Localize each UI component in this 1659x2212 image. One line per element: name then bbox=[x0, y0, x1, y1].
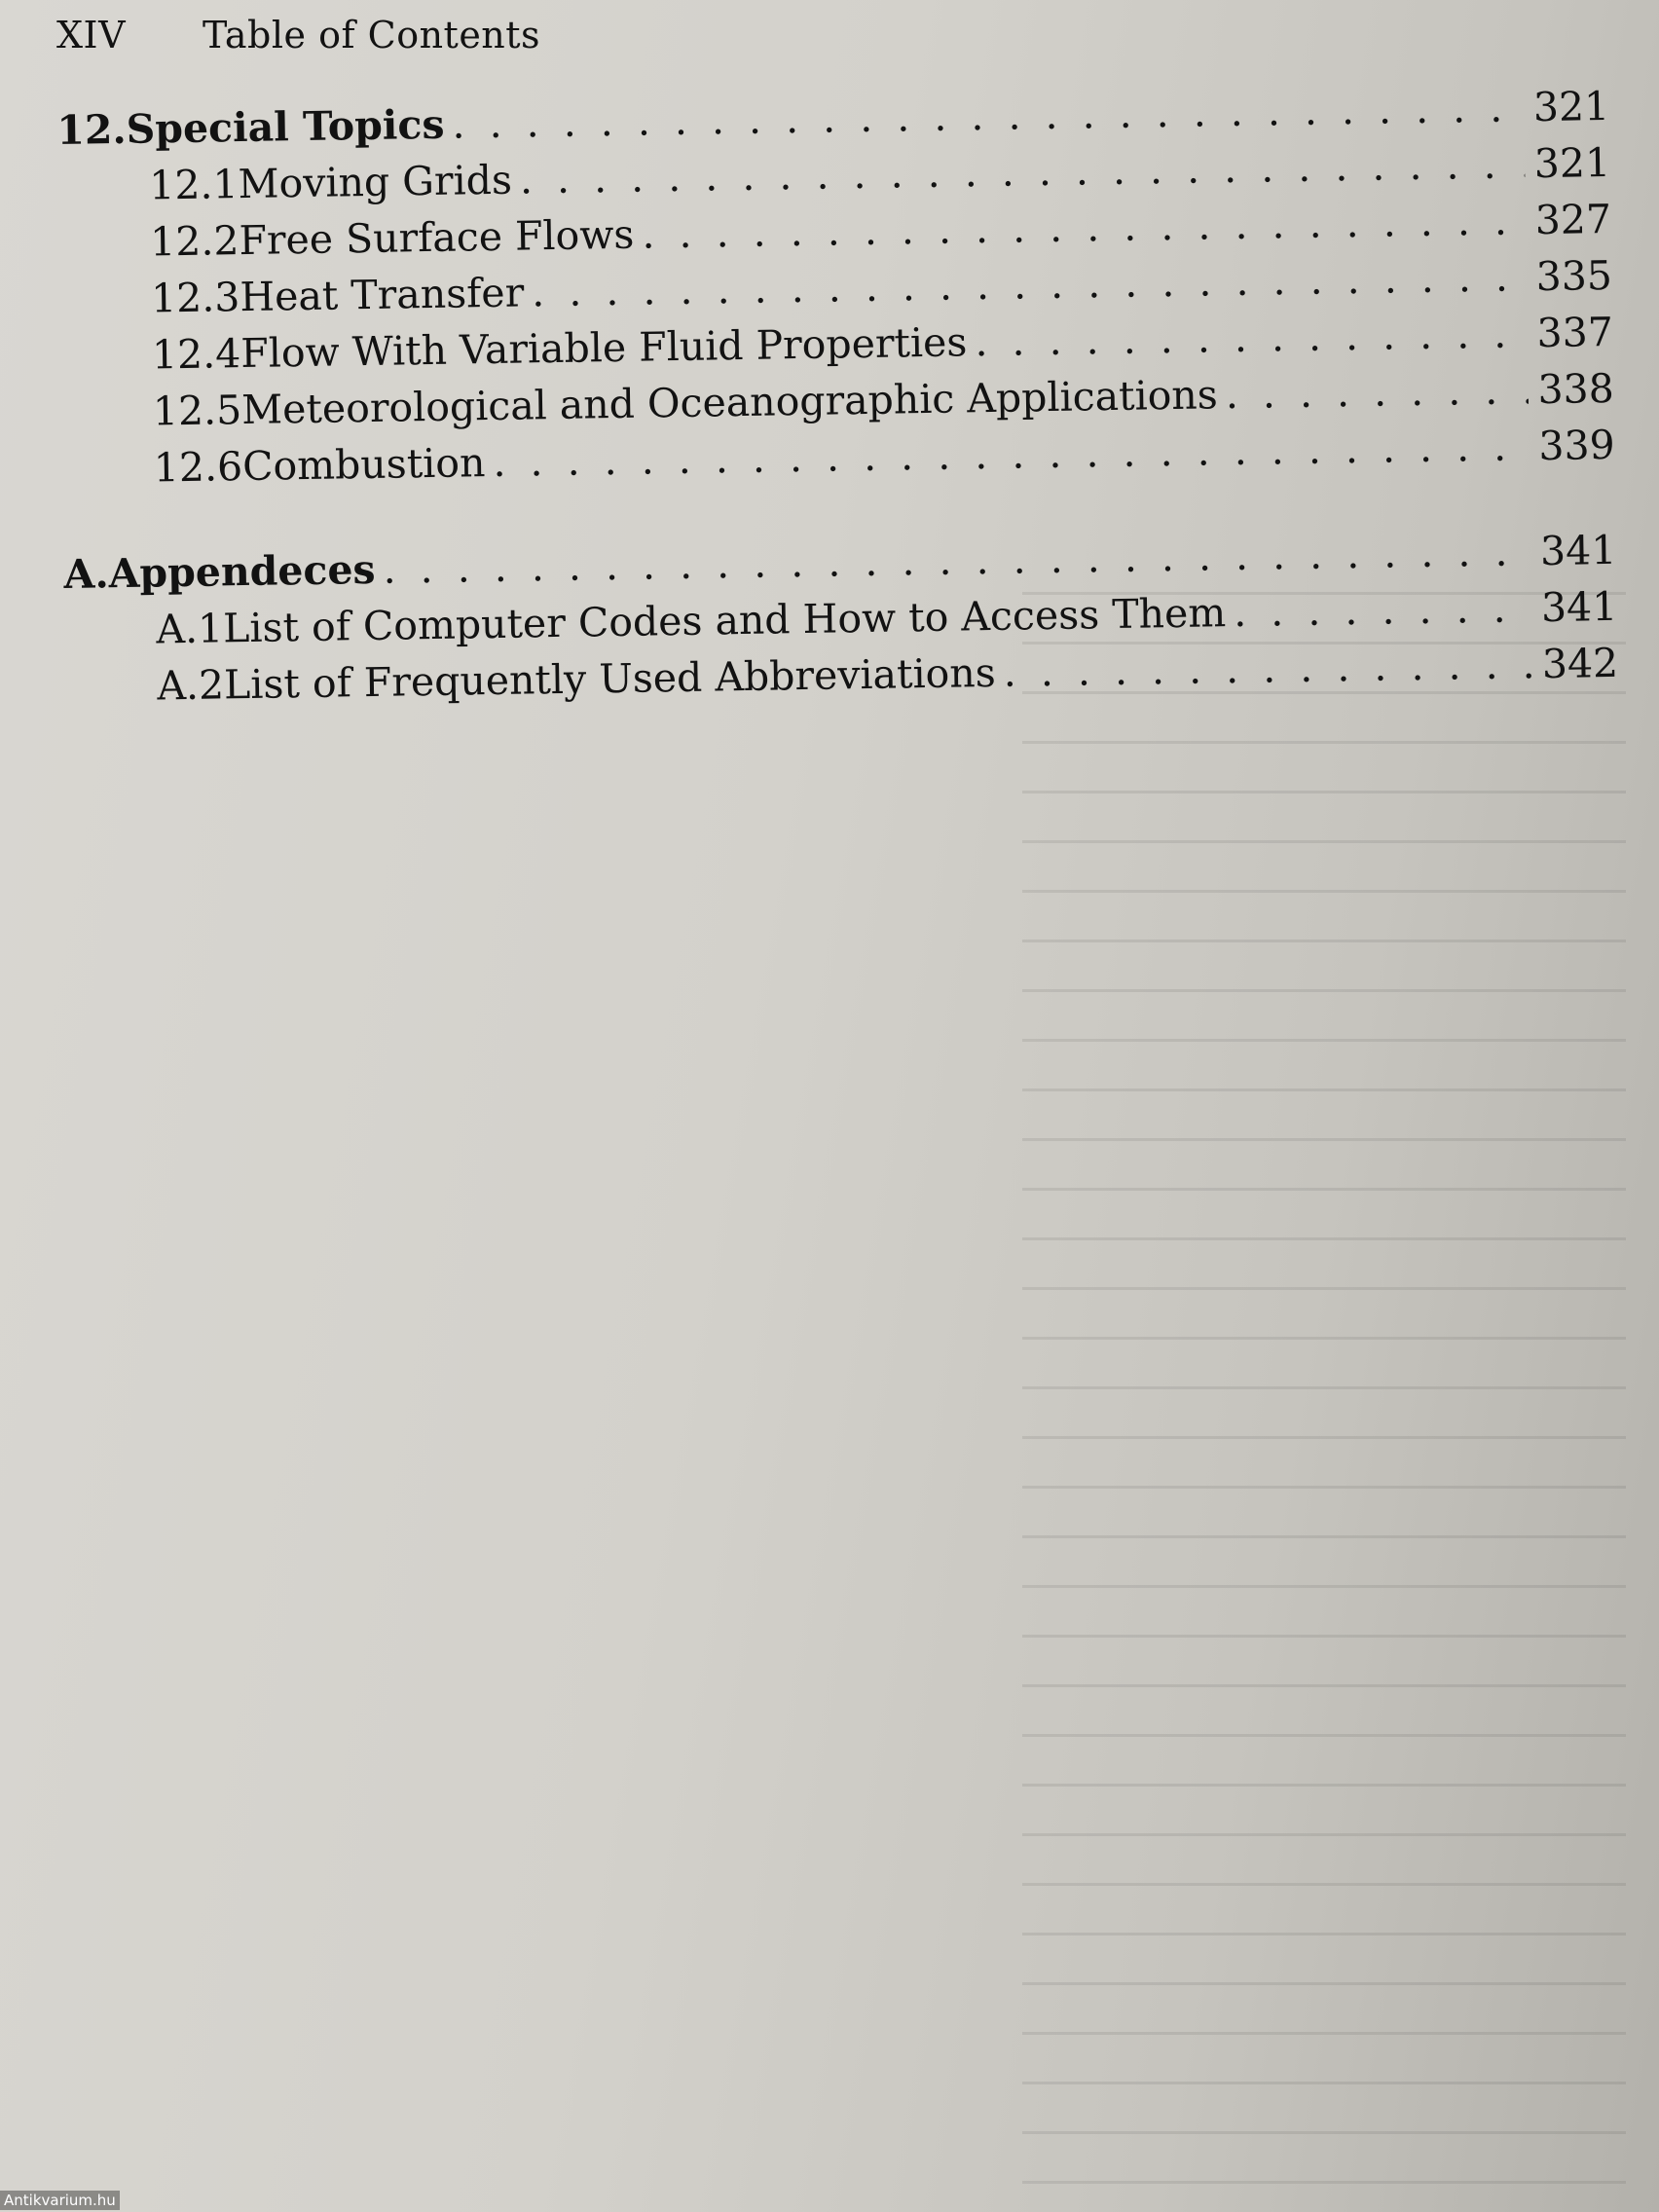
show-through-text bbox=[1022, 545, 1626, 2200]
section-title: Combustion bbox=[241, 439, 486, 491]
chapter-number: 12. bbox=[56, 105, 128, 154]
section-page: 342 bbox=[1541, 639, 1619, 688]
section-number: 12.5 bbox=[152, 387, 242, 435]
section-title: Moving Grids bbox=[238, 156, 513, 208]
section-number: 12.4 bbox=[151, 330, 241, 379]
section-number: 12.1 bbox=[148, 161, 239, 209]
section-title: Free Surface Flows bbox=[239, 210, 635, 265]
section-page: 341 bbox=[1540, 582, 1618, 632]
dot-leader bbox=[452, 84, 1524, 147]
header-title: Table of Contents bbox=[203, 14, 541, 56]
dot-leader bbox=[975, 310, 1528, 365]
running-header bbox=[56, 14, 540, 56]
section-title: Heat Transfer bbox=[240, 269, 525, 321]
dot-leader bbox=[1234, 584, 1532, 636]
chapter-number: A. bbox=[63, 550, 110, 598]
section-title: List of Frequently Used Abbreviations bbox=[223, 648, 997, 709]
section-number: A.2 bbox=[156, 661, 225, 710]
section-number: 12.3 bbox=[150, 274, 240, 322]
chapter-title: Appendeces bbox=[108, 545, 376, 598]
section-page: 321 bbox=[1533, 138, 1611, 188]
section-page: 335 bbox=[1535, 251, 1613, 301]
section-number: 12.6 bbox=[153, 443, 243, 492]
page-number: XIV bbox=[56, 14, 127, 56]
section-page: 339 bbox=[1538, 421, 1616, 470]
section-number: 12.2 bbox=[149, 217, 240, 266]
dot-leader bbox=[383, 528, 1530, 593]
dot-leader bbox=[1003, 641, 1532, 696]
chapter-title: Special Topics bbox=[126, 100, 445, 153]
section-title: Meteorological and Oceanographic Applications bbox=[240, 371, 1219, 434]
section-page: 337 bbox=[1536, 308, 1614, 357]
table-of-contents bbox=[56, 83, 1619, 720]
dot-leader bbox=[1225, 366, 1528, 418]
section-number: A.1 bbox=[156, 605, 224, 653]
section-title: List of Computer Codes and How to Access Them bbox=[222, 589, 1227, 652]
chapter-page: 341 bbox=[1539, 526, 1617, 575]
chapter-page: 321 bbox=[1532, 82, 1610, 131]
section-page: 338 bbox=[1537, 364, 1615, 414]
section-title: Flow With Variable Fluid Properties bbox=[240, 318, 968, 378]
section-page: 327 bbox=[1534, 195, 1612, 244]
watermark: Antikvarium.hu bbox=[0, 2191, 120, 2210]
